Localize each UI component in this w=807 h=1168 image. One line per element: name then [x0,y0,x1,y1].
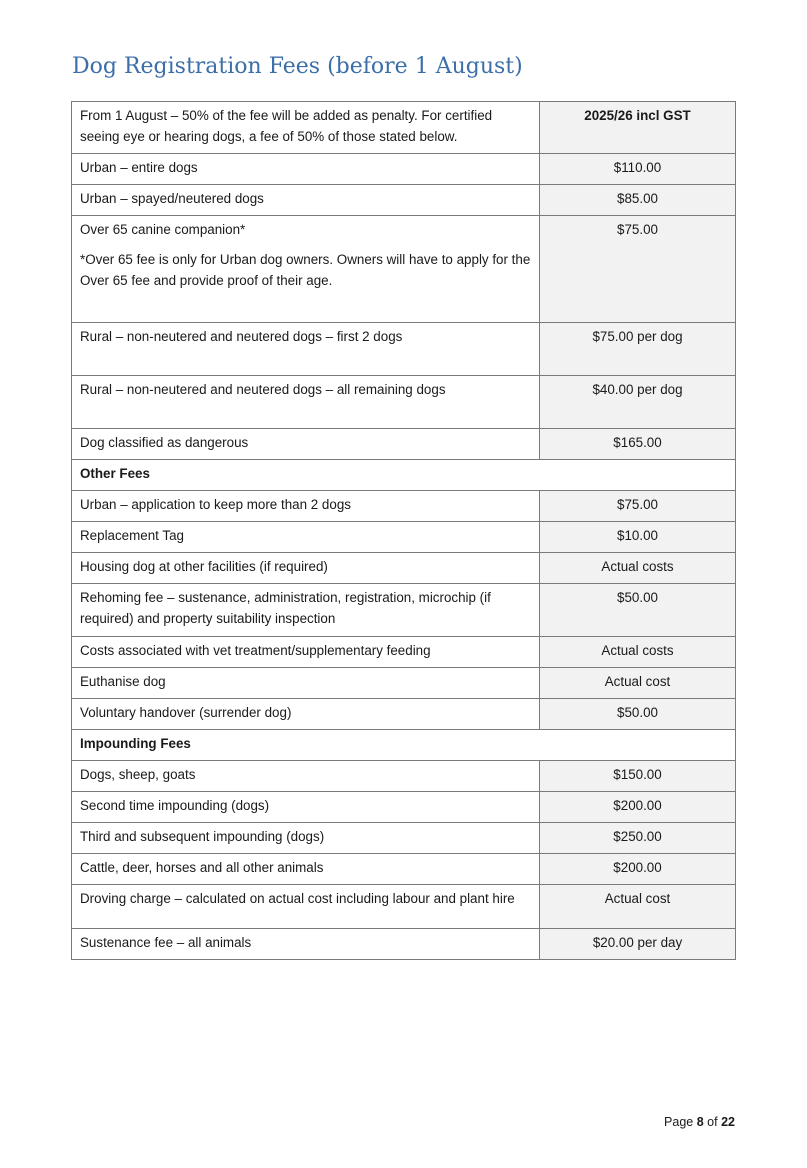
page-title: Dog Registration Fees (before 1 August) [72,54,523,79]
table-row [72,522,736,553]
header-description: From 1 August – 50% of the fee will be added as penalty. For certified seeing eye or hearing dogs, a fee of 50% of those stated below. [72,102,540,154]
fee-description: Replacement Tag [72,522,540,553]
fee-description: Housing dog at other facilities (if required) [72,553,540,584]
fee-description: Rural – non-neutered and neutered dogs – all remaining dogs [72,376,540,429]
fee-amount: $165.00 [540,429,736,460]
fee-description: Cattle, deer, horses and all other animals [72,854,540,885]
fee-amount: $75.00 [540,216,736,323]
fee-description: Urban – application to keep more than 2 dogs [72,491,540,522]
table-row [72,668,736,699]
fee-description: Urban – spayed/neutered dogs [72,185,540,216]
table-row [72,429,736,460]
fee-amount: $40.00 per dog [540,376,736,429]
table-row [72,929,736,960]
page-footer [664,1115,735,1129]
table-row [72,185,736,216]
table-row [72,885,736,929]
table-row [72,491,736,522]
fee-description: Third and subsequent impounding (dogs) [72,823,540,854]
table-row [72,761,736,792]
page-number: 8 [696,1115,704,1129]
fee-description: Rehoming fee – sustenance, administration, registration, microchip (if required) and property suitability inspection [72,584,540,637]
section-row [72,460,736,491]
fees-table [71,101,736,960]
fee-description: Second time impounding (dogs) [72,792,540,823]
table-row [72,376,736,429]
section-row [72,730,736,761]
fee-amount: Actual costs [540,637,736,668]
over65-label: Over 65 canine companion* [80,222,246,237]
header-fee-label: 2025/26 incl GST [540,102,736,154]
fee-description: Rural – non-neutered and neutered dogs – first 2 dogs [72,323,540,376]
table-row [72,823,736,854]
fee-amount: $250.00 [540,823,736,854]
fee-amount: $10.00 [540,522,736,553]
fee-amount: $20.00 per day [540,929,736,960]
fee-description: Euthanise dog [72,668,540,699]
impounding-fees-heading: Impounding Fees [72,730,736,761]
fee-description: Sustenance fee – all animals [72,929,540,960]
fee-amount: $110.00 [540,154,736,185]
table-row [72,699,736,730]
fee-amount: $50.00 [540,584,736,637]
table-row [72,553,736,584]
of-word: of [707,1115,718,1129]
fee-amount: $150.00 [540,761,736,792]
fee-description: Voluntary handover (surrender dog) [72,699,540,730]
fee-amount: Actual cost [540,885,736,929]
fee-description: Droving charge – calculated on actual cost including labour and plant hire [72,885,540,929]
other-fees-heading: Other Fees [72,460,736,491]
table-row [72,584,736,637]
fee-amount: $75.00 [540,491,736,522]
fee-amount: $50.00 [540,699,736,730]
fee-description: Costs associated with vet treatment/supplementary feeding [72,637,540,668]
fee-amount: $85.00 [540,185,736,216]
fee-description: Urban – entire dogs [72,154,540,185]
fee-amount: $75.00 per dog [540,323,736,376]
table-row [72,637,736,668]
fee-amount: Actual costs [540,553,736,584]
page-total: 22 [721,1115,735,1129]
fee-description [72,216,540,323]
fee-amount: $200.00 [540,854,736,885]
fee-amount: $200.00 [540,792,736,823]
fee-description: Dog classified as dangerous [72,429,540,460]
fee-description: Dogs, sheep, goats [72,761,540,792]
page-word: Page [664,1115,694,1129]
table-row [72,154,736,185]
over65-note: *Over 65 fee is only for Urban dog owners. Owners will have to apply for the Over 65 fee and provide proof of their age. [80,252,531,288]
table-row [72,854,736,885]
table-row [72,792,736,823]
table-header-row [72,102,736,154]
fee-amount: Actual cost [540,668,736,699]
table-row [72,323,736,376]
table-row [72,216,736,323]
